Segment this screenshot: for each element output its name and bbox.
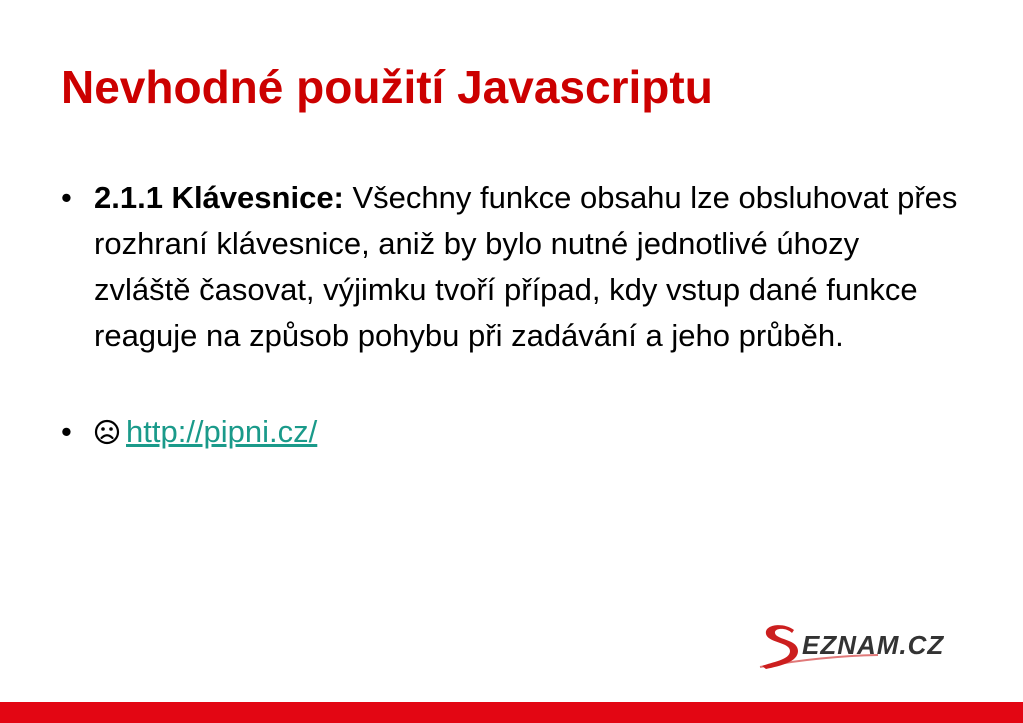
bullet-text: Všechny funkce obsahu lze obsluhovat přes rozhraní klávesnice, aniž by bylo nutné jednotlivé úhozy zvláště časovat, výjimku tvoří případ, kdy vstup dané funkce reaguje na způsob pohybu při zadávání a jeho průběh. (94, 180, 958, 353)
pipni-link[interactable]: http://pipni.cz/ (126, 414, 318, 449)
bullet-heading: 2.1.1 Klávesnice: (94, 180, 344, 215)
frown-icon (94, 419, 120, 445)
bullet-marker: • (61, 180, 72, 215)
footer-red-band (0, 702, 1023, 723)
bullet-list (61, 175, 961, 455)
slide-title: Nevhodné použití Javascriptu (61, 61, 713, 113)
seznam-logo (758, 618, 963, 670)
bullet-item-link (61, 409, 961, 455)
bullet-marker: • (61, 414, 72, 449)
bullet-item-keyboard (61, 175, 961, 359)
svg-text:EZNAM.CZ: EZNAM.CZ (802, 630, 945, 660)
